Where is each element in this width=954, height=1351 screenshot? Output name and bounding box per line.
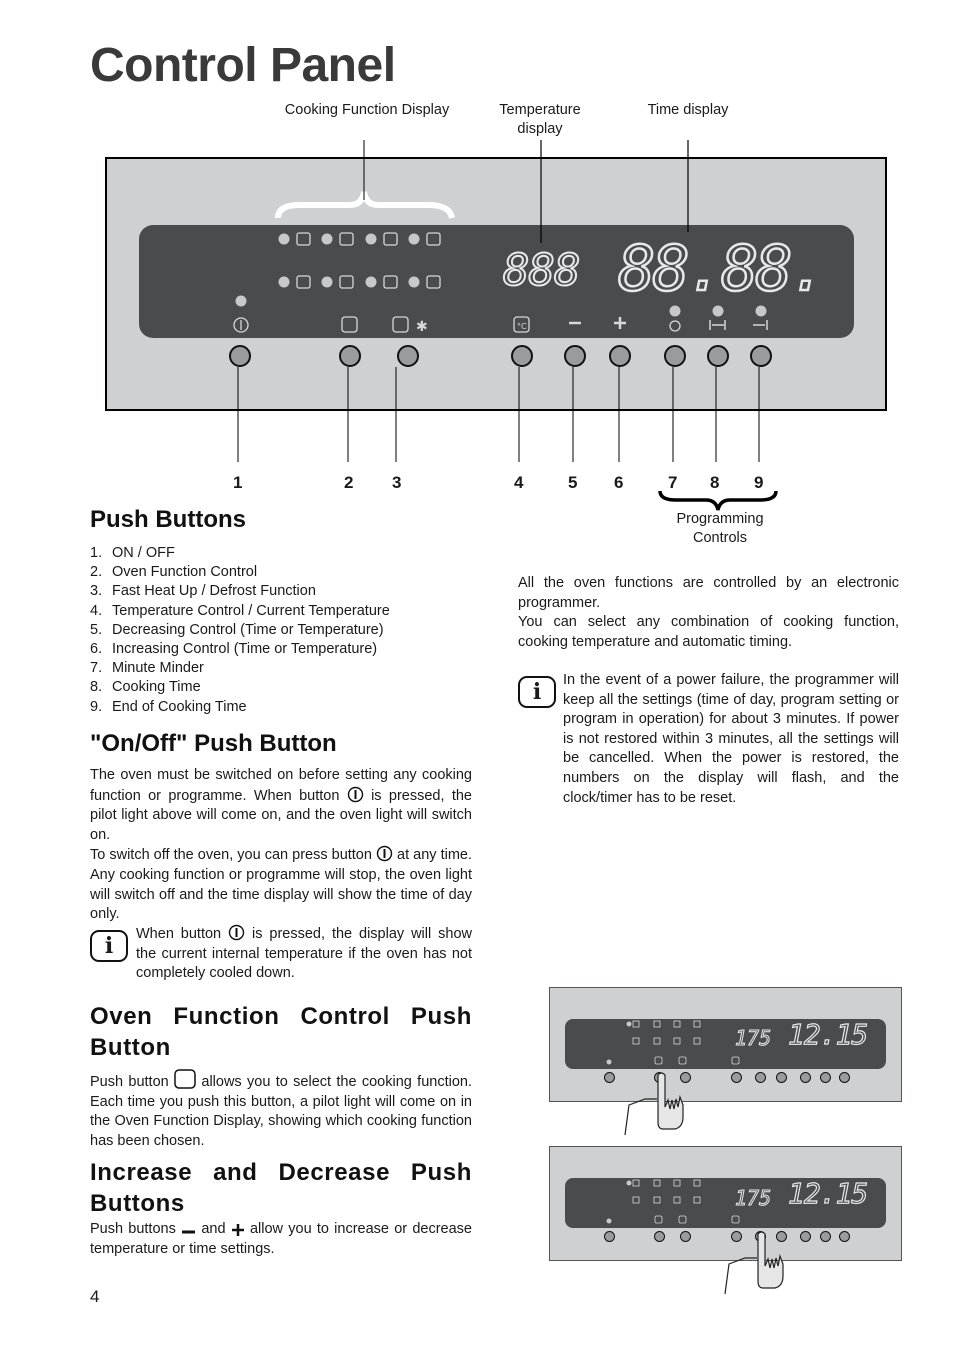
on-off-text: The oven must be switched on before setting any cooking function or programme. When button is pressed, the pilot light above will come on, and the oven light will switch on. To switch off the oven, you can press button at any time. Any cooking function or programme will stop, the oven light will switch off and the time display will show the time of day only. — [90, 767, 473, 923]
mini-time: 12.15 — [788, 1018, 868, 1051]
on-off-icon — [228, 924, 245, 941]
decrease-button[interactable] — [564, 345, 586, 367]
callout-4: 4 — [514, 473, 524, 492]
callout-1: 1 — [233, 473, 243, 492]
list-item: 7. Minute Minder — [90, 660, 204, 677]
on-off-note: When button is pressed, the display will show the current internal temperature if the oven has not completely cooled down. — [136, 926, 472, 982]
page-number: 4 — [90, 1287, 100, 1306]
intro-text: All the oven functions are controlled by an electronic programmer. You can select any combination of cooking function, cooking temperature and automatic timing. — [518, 575, 899, 650]
callout-8: 8 — [710, 473, 720, 492]
oven-function-icon — [174, 1069, 196, 1089]
inc-dec-text: Push buttons and allow you to increase or decrease temperature or time settings. — [90, 1221, 472, 1257]
end-cooking-button[interactable] — [750, 345, 772, 367]
temperature-digits: 888 — [503, 245, 580, 296]
svg-text:°C: °C — [517, 322, 527, 331]
cooking-time-button[interactable] — [707, 345, 729, 367]
programming-controls-label: Programming Controls — [676, 511, 764, 546]
mini-time: 12.15 — [788, 1177, 868, 1210]
on-off-heading: "On/Off" Push Button — [90, 730, 337, 757]
inc-dec-heading: Increase and Decrease Push Buttons — [90, 1159, 472, 1217]
minute-minder-button[interactable] — [664, 345, 686, 367]
on-off-icon — [347, 786, 364, 803]
push-buttons-list — [90, 544, 490, 717]
list-item: 5. Decreasing Control (Time or Temperature) — [90, 621, 384, 638]
label-temperature-display: Temperature display — [499, 102, 581, 137]
list-item: 4. Temperature Control / Current Temperature — [90, 602, 390, 619]
list-item: 3. Fast Heat Up / Defrost Function — [90, 583, 316, 600]
label-time-display: Time display — [647, 102, 729, 118]
mini-panel-2-details — [549, 1146, 902, 1306]
callout-2: 2 — [344, 473, 354, 492]
push-buttons-heading: Push Buttons — [90, 506, 246, 533]
callout-7: 7 — [668, 473, 678, 492]
plus-icon — [231, 1222, 245, 1236]
callout-3: 3 — [392, 473, 402, 492]
svg-text:✱: ✱ — [416, 319, 428, 335]
oven-function-button[interactable] — [339, 345, 361, 367]
mini-temp: 175 — [735, 1186, 772, 1210]
oven-function-heading: Oven Function Control Push Button — [90, 1003, 472, 1061]
list-item: 2. Oven Function Control — [90, 564, 258, 581]
list-item: 6. Increasing Control (Time or Temperature) — [90, 641, 378, 658]
label-cooking-function-display: Cooking Function Display — [284, 102, 450, 118]
fast-heat-button[interactable] — [397, 345, 419, 367]
page-title: Control Panel — [90, 39, 396, 92]
increase-button[interactable] — [609, 345, 631, 367]
callout-5: 5 — [568, 473, 578, 492]
list-item: 1. ON / OFF — [90, 545, 175, 561]
oven-function-text: Push button allows you to select the cooking function. Each time you push this button, a pilot light will come on in the Oven Function Display, showing which cooking function has been chosen. — [90, 1069, 472, 1151]
list-item: 9. End of Cooking Time — [90, 698, 247, 715]
callout-6: 6 — [614, 473, 624, 492]
mini-panel-1-details — [549, 987, 902, 1147]
callout-9: 9 — [754, 473, 764, 492]
info-icon: i — [90, 930, 128, 962]
minus-icon — [181, 1222, 196, 1236]
info-icon: i — [518, 676, 556, 708]
on-off-icon — [376, 845, 393, 862]
list-item: 8. Cooking Time — [90, 679, 201, 696]
power-failure-note: In the event of a power failure, the programmer will keep all the settings (time of day, program setting or program in operation) for about 3 minutes. If power is not restored within 3 minutes, all the settings will be cancelled. When the power is restored, the numbers on the display will flash, and the clock/timer has to be reset. — [563, 672, 899, 806]
time-digits: 88.88. — [618, 232, 824, 305]
mini-temp: 175 — [735, 1026, 772, 1050]
temperature-button[interactable] — [511, 345, 533, 367]
on-off-button[interactable] — [229, 345, 251, 367]
